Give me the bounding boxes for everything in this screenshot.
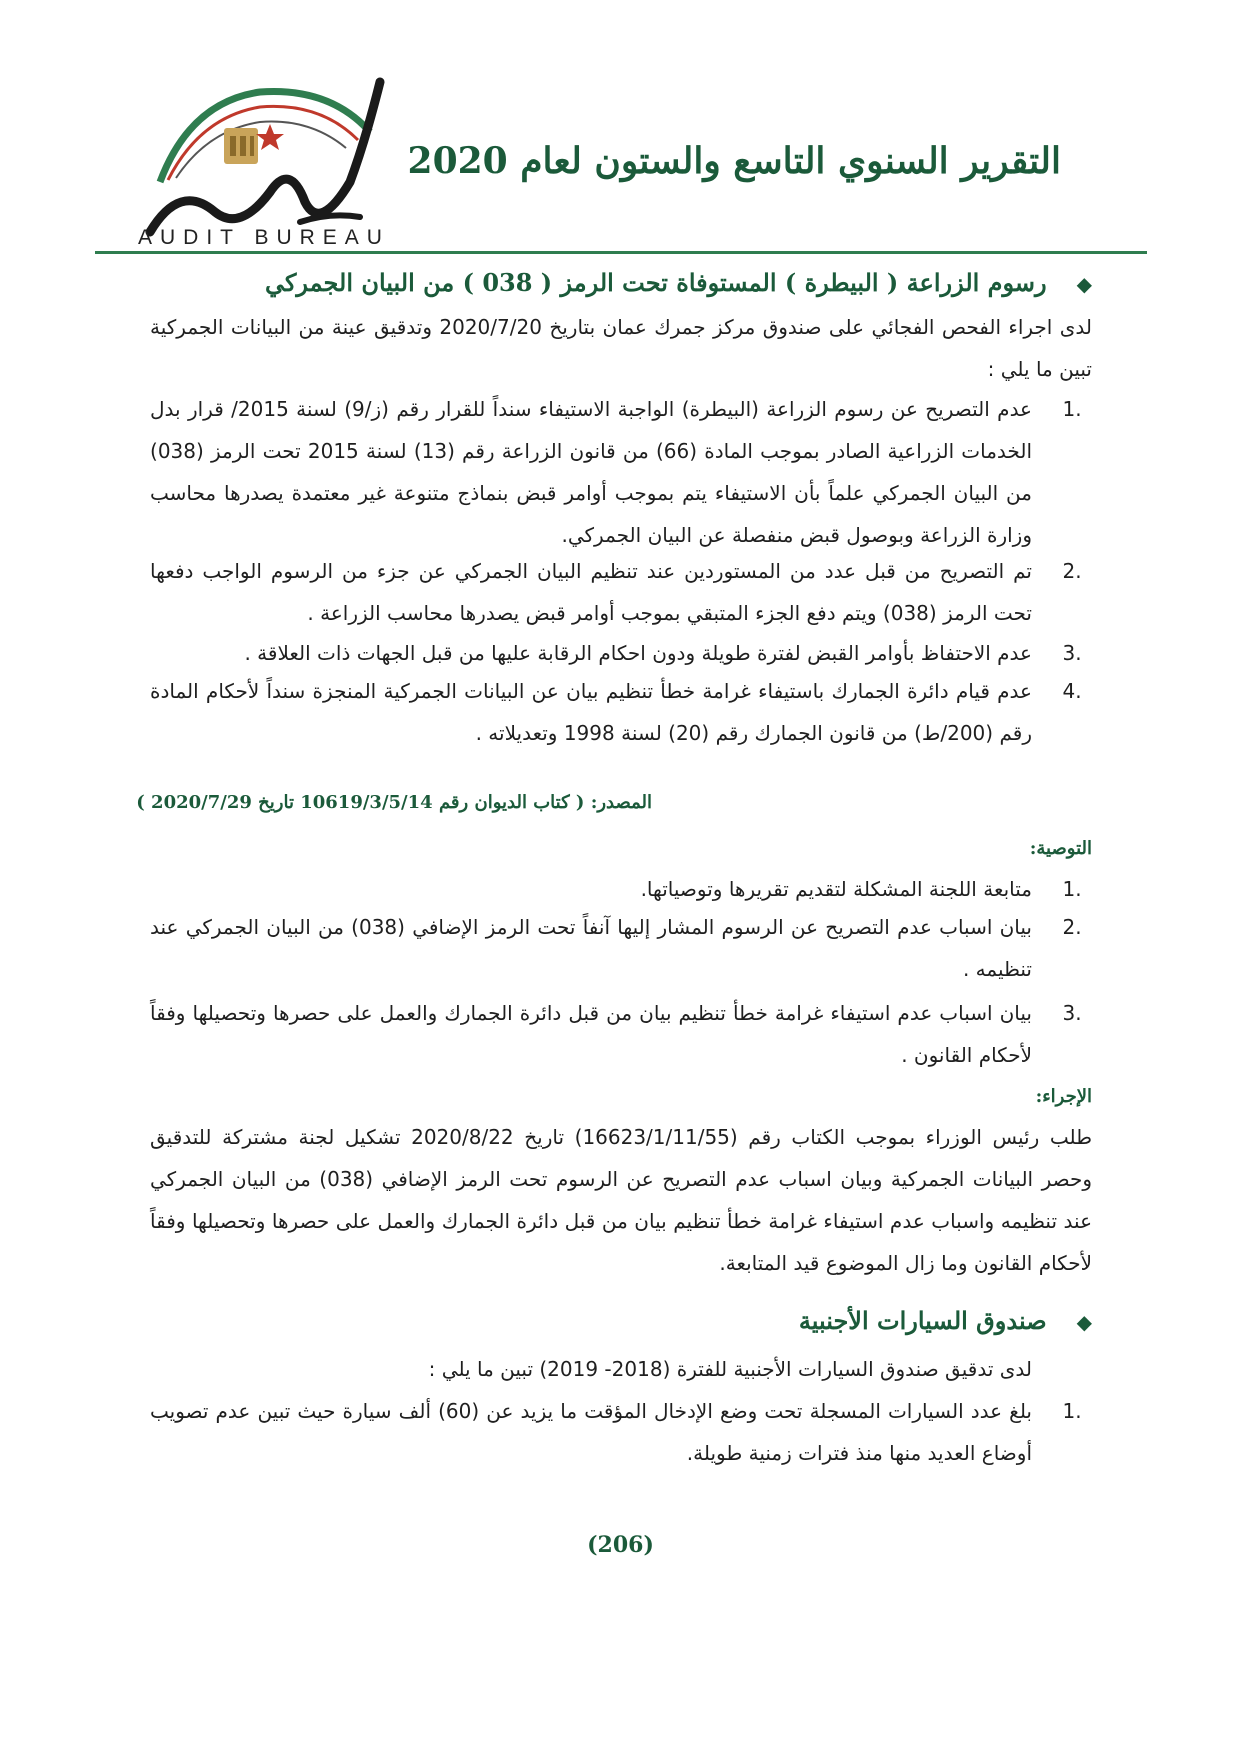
- item-text: متابعة اللجنة المشكلة لتقديم تقريرها وتوصياتها.: [640, 877, 1032, 901]
- item-number: .2: [1062, 559, 1082, 583]
- item-number: .1: [1062, 1399, 1082, 1423]
- header-divider: [95, 251, 1147, 254]
- diamond-bullet-icon: ◆: [1076, 1310, 1092, 1334]
- item-text: بيان اسباب عدم التصريح عن الرسوم المشار إليها آنفاً تحت الرمز الإضافي (038) من البيان الجمركي عند تنظيمه .: [150, 915, 1032, 981]
- report-title: التقرير السنوي التاسع والستون لعام 2020: [407, 140, 1061, 182]
- recommendation-label: التوصية:: [1029, 838, 1092, 859]
- section1-heading: [265, 268, 1092, 297]
- item-text: عدم التصريح عن رسوم الزراعة (البيطرة) الواجبة الاستيفاء سنداً للقرار رقم (ز/9) لسنة 2015/ قرار بدل الخدمات الزراعية الصادر بموجب المادة (66) من قانون الزراعة رقم (13) لسنة 2015 تحت الرمز (038) من البيان الجمركي علماً بأن الاستيفاء يتم بموجب أوامر قبض بنماذج متنوعة غير معتمدة يصدرها محاسب وزارة الزراعة وبوصول قبض منفصلة عن البيان الجمركي.: [150, 397, 1032, 547]
- item-number: .3: [1062, 641, 1082, 665]
- section2-heading: [799, 1306, 1092, 1335]
- item-text: بيان اسباب عدم استيفاء غرامة خطأ تنظيم بيان من قبل دائرة الجمارك والعمل على حصرها وتحصيلها وفقاً لأحكام القانون .: [150, 1001, 1032, 1067]
- item-number: .1: [1062, 877, 1082, 901]
- action-text: طلب رئيس الوزراء بموجب الكتاب رقم (16623/1/11/55) تاريخ 2020/8/22 تشكيل لجنة مشتركة للتدقيق وحصر البيانات الجمركية وبيان اسباب عدم التصريح عن الرسوم تحت الرمز الإضافي (038) من البيان الجمركي عند تنظيمه واسباب عدم استيفاء غرامة خطأ تنظيم بيان من قبل دائرة الجمارك والعمل على حصرها وتحصيلها وفقاً لأحكام القانون وما زال الموضوع قيد المتابعة.: [150, 1125, 1093, 1275]
- logo-english-text: AUDIT BUREAU: [138, 226, 390, 249]
- item-text: بلغ عدد السيارات المسجلة تحت وضع الإدخال المؤقت ما يزيد عن (60) ألف سيارة حيث تبين عدم تصويب أوضاع العديد منها منذ فترات زمنية طويلة.: [150, 1399, 1033, 1465]
- source-reference: المصدر: ( كتاب الديوان رقم 10619/3/5/14 تاريخ 2020/7/29 ): [136, 792, 652, 813]
- item-number: .3: [1062, 1001, 1082, 1025]
- diamond-bullet-icon: ◆: [1076, 272, 1092, 296]
- item-number: .2: [1062, 915, 1082, 939]
- item-number: .1: [1062, 397, 1082, 421]
- item-text: تم التصريح من قبل عدد من المستوردين عند تنظيم البيان الجمركي عن جزء من الرسوم الواجب دفعها تحت الرمز (038) ويتم دفع الجزء المتبقي بموجب أوامر قبض يصدرها محاسب الزراعة .: [150, 559, 1032, 625]
- section1-title-text: رسوم الزراعة ( البيطرة ) المستوفاة تحت الرمز ( 038 ) من البيان الجمركي: [264, 268, 1047, 297]
- section2-title-text: صندوق السيارات الأجنبية: [798, 1306, 1047, 1335]
- section2-intro: لدى تدقيق صندوق السيارات الأجنبية للفترة (2018- 2019) تبين ما يلي :: [428, 1357, 1032, 1381]
- item-text: عدم الاحتفاظ بأوامر القبض لفترة طويلة ودون احكام الرقابة عليها من قبل الجهات ذات العلاقة .: [244, 641, 1032, 665]
- action-label: الإجراء:: [1035, 1086, 1092, 1107]
- item-number: .4: [1062, 679, 1082, 703]
- page-number: (206): [587, 1532, 654, 1558]
- section1-intro: لدى اجراء الفحص الفجائي على صندوق مركز جمرك عمان بتاريخ 2020/7/20 وتدقيق عينة من البيانات الجمركية تبين ما يلي :: [150, 315, 1092, 381]
- item-text: عدم قيام دائرة الجمارك باستيفاء غرامة خطأ تنظيم بيان عن البيانات الجمركية المنجزة سنداً لأحكام المادة رقم (200/ط) من قانون الجمارك رقم (20) لسنة 1998 وتعديلاته .: [150, 679, 1032, 745]
